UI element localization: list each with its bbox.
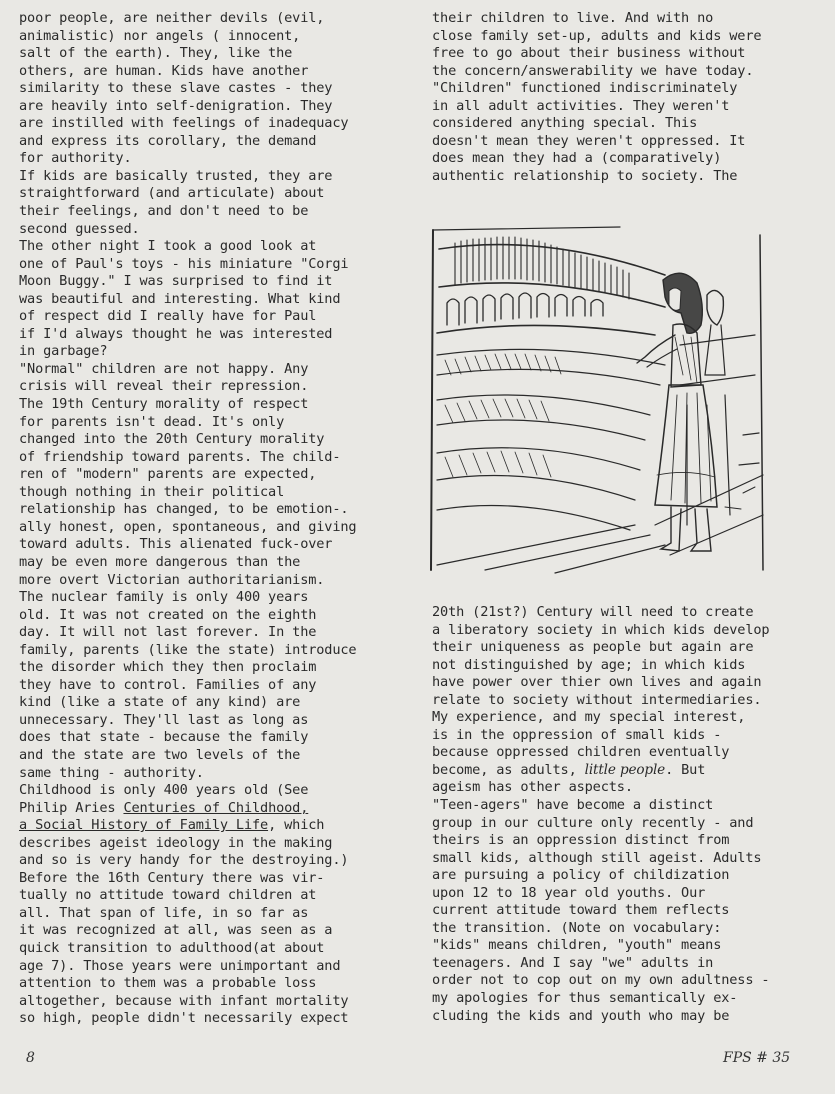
- text-line: their children to live. And with no: [432, 10, 714, 26]
- text-line: upon 12 to 18 year old youths. Our: [432, 884, 706, 901]
- text-line: the transition. (Note on vocabulary:: [432, 919, 722, 936]
- book-subtitle: a Social History of Family Life: [19, 817, 269, 834]
- text-line: their uniqueness as people but again are: [432, 639, 754, 656]
- text-line: straightforward (and articulate) about: [19, 185, 325, 202]
- text-line: crisis will reveal their repression.: [19, 378, 309, 395]
- text-line: in garbage?: [19, 343, 108, 360]
- text-line: If kids are basically trusted, they are: [19, 167, 333, 184]
- text-line: relate to society without intermediaries.: [432, 691, 762, 708]
- text-line: describes ageist ideology in the making: [19, 834, 333, 851]
- text-line: [19, 800, 414, 818]
- text-line: more overt Victorian authoritarianism.: [19, 571, 325, 588]
- text-line: for authority.: [19, 150, 132, 167]
- text-line: are pursuing a policy of childization: [432, 867, 730, 884]
- text-fragment: . But: [665, 761, 706, 778]
- text-line: changed into the 20th Century morality: [19, 431, 325, 448]
- text-line: teenagers. And I say "we" adults in: [432, 954, 714, 971]
- text-line: they have to control. Families of any: [19, 676, 317, 693]
- text-line: the disorder which they then proclaim: [19, 659, 317, 676]
- text-line: not distinguished by age; in which kids: [432, 656, 746, 673]
- text-fragment: , which: [268, 817, 325, 834]
- text-line: altogether, because with infant mortality: [19, 992, 349, 1009]
- text-line: "kids" means children, "youth" means: [432, 937, 722, 954]
- text-line: close family set-up, adults and kids were: [432, 27, 762, 44]
- text-line: for parents isn't dead. It's only: [19, 413, 285, 430]
- text-line: 20th (21st?) Century will need to create: [432, 604, 754, 620]
- text-line: does that state - because the family: [19, 729, 309, 746]
- text-fragment: become, as adults,: [432, 761, 585, 778]
- text-line: theirs is an oppression distinct from: [432, 832, 730, 849]
- text-line: ren of "modern" parents are expected,: [19, 466, 317, 483]
- text-line: cluding the kids and youth who may be: [432, 1007, 730, 1024]
- text-line: "Children" functioned indiscriminately: [432, 80, 738, 97]
- text-line: are heavily into self-denigration. They: [19, 97, 333, 114]
- text-line: "Teen-agers" have become a distinct: [432, 797, 714, 814]
- text-line: The 19th Century morality of respect: [19, 396, 309, 413]
- text-line: free to go about their business without: [432, 45, 746, 62]
- text-line: in all adult activities. They weren't: [432, 97, 730, 114]
- text-line: of friendship toward parents. The child-: [19, 448, 341, 465]
- text-fragment: Philip Aries: [19, 799, 124, 816]
- text-line: are instilled with feelings of inadequacy: [19, 115, 349, 132]
- text-line: salt of the earth). They, like the: [19, 45, 293, 62]
- text-line: current attitude toward them reflects: [432, 902, 730, 919]
- text-line: "Normal" children are not happy. Any: [19, 360, 309, 377]
- text-line: attention to them was a probable loss: [19, 975, 317, 992]
- text-line: their feelings, and don't need to be: [19, 203, 309, 220]
- text-line: The other night I took a good look at: [19, 238, 317, 255]
- text-line: the concern/answerability we have today.: [432, 62, 754, 79]
- text-line: so high, people didn't necessarily expect: [19, 1010, 349, 1027]
- left-column: [19, 10, 414, 1028]
- text-line: [432, 762, 822, 780]
- text-line: poor people, are neither devils (evil,: [19, 10, 325, 26]
- text-line: The nuclear family is only 400 years: [19, 589, 309, 606]
- text-line: does mean they had a (comparatively): [432, 150, 722, 167]
- text-line: [19, 817, 414, 835]
- text-line: of respect did I really have for Paul: [19, 308, 317, 325]
- text-line: others, are human. Kids have another: [19, 62, 309, 79]
- text-line: toward adults. This alienated fuck-over: [19, 536, 333, 553]
- text-line: ageism has other aspects.: [432, 779, 633, 796]
- text-line: because oppressed children eventually: [432, 744, 730, 761]
- text-line: order not to cop out on my own adultness -: [432, 972, 770, 989]
- text-line: may be even more dangerous than the: [19, 553, 301, 570]
- text-line: quick transition to adulthood(at about: [19, 939, 325, 956]
- page-number: 8: [26, 1050, 35, 1066]
- text-line: all. That span of life, in so far as: [19, 904, 309, 921]
- text-line: relationship has changed, to be emotion-.: [19, 501, 349, 518]
- text-line: considered anything special. This: [432, 115, 698, 132]
- text-line: ally honest, open, spontaneous, and giving: [19, 518, 357, 535]
- text-line: authentic relationship to society. The: [432, 167, 738, 184]
- text-line: group in our culture only recently - and: [432, 814, 754, 831]
- text-line: animalistic) nor angels ( innocent,: [19, 27, 301, 44]
- book-title: Centuries of Childhood,: [123, 799, 309, 816]
- text-line: unnecessary. They'll last as long as: [19, 711, 309, 728]
- text-line: have power over thier own lives and again: [432, 674, 762, 691]
- text-line: kind (like a state of any kind) are: [19, 694, 301, 711]
- illustration-mill-girl: [425, 225, 765, 580]
- text-line: My experience, and my special interest,: [432, 709, 746, 726]
- text-line: family, parents (like the state) introduce: [19, 641, 357, 658]
- text-line: was beautiful and interesting. What kind: [19, 290, 341, 307]
- text-line: day. It will not last forever. In the: [19, 624, 317, 641]
- text-line: second guessed.: [19, 220, 140, 237]
- text-line: and the state are two levels of the: [19, 746, 301, 763]
- text-line: one of Paul's toys - his miniature "Corgi: [19, 255, 349, 272]
- text-line: same thing - authority.: [19, 764, 204, 781]
- text-line: similarity to these slave castes - they: [19, 80, 333, 97]
- right-column-bottom: [432, 604, 822, 1025]
- text-line: my apologies for thus semantically ex-: [432, 990, 738, 1007]
- text-line: and express its corollary, the demand: [19, 132, 317, 149]
- text-line: Childhood is only 400 years old (See: [19, 782, 309, 799]
- issue-label: FPS # 35: [723, 1050, 791, 1066]
- text-line: old. It was not created on the eighth: [19, 606, 317, 623]
- text-line: doesn't mean they weren't oppressed. It: [432, 132, 746, 149]
- text-line: it was recognized at all, was seen as a: [19, 922, 333, 939]
- text-line: and so is very handy for the destroying.): [19, 852, 349, 869]
- text-line: if I'd always thought he was interested: [19, 325, 333, 342]
- text-line: Before the 16th Century there was vir-: [19, 869, 325, 886]
- text-line: Moon Buggy." I was surprised to find it: [19, 273, 333, 290]
- text-line: small kids, although still ageist. Adults: [432, 849, 762, 866]
- text-line: tually no attitude toward children at: [19, 887, 317, 904]
- text-line: is in the oppression of small kids -: [432, 726, 722, 743]
- text-line: age 7). Those years were unimportant and: [19, 957, 341, 974]
- emphasis-little-people: little people: [584, 761, 666, 778]
- text-line: though nothing in their political: [19, 483, 285, 500]
- text-line: a liberatory society in which kids develop: [432, 621, 770, 638]
- right-column-top: [432, 10, 822, 185]
